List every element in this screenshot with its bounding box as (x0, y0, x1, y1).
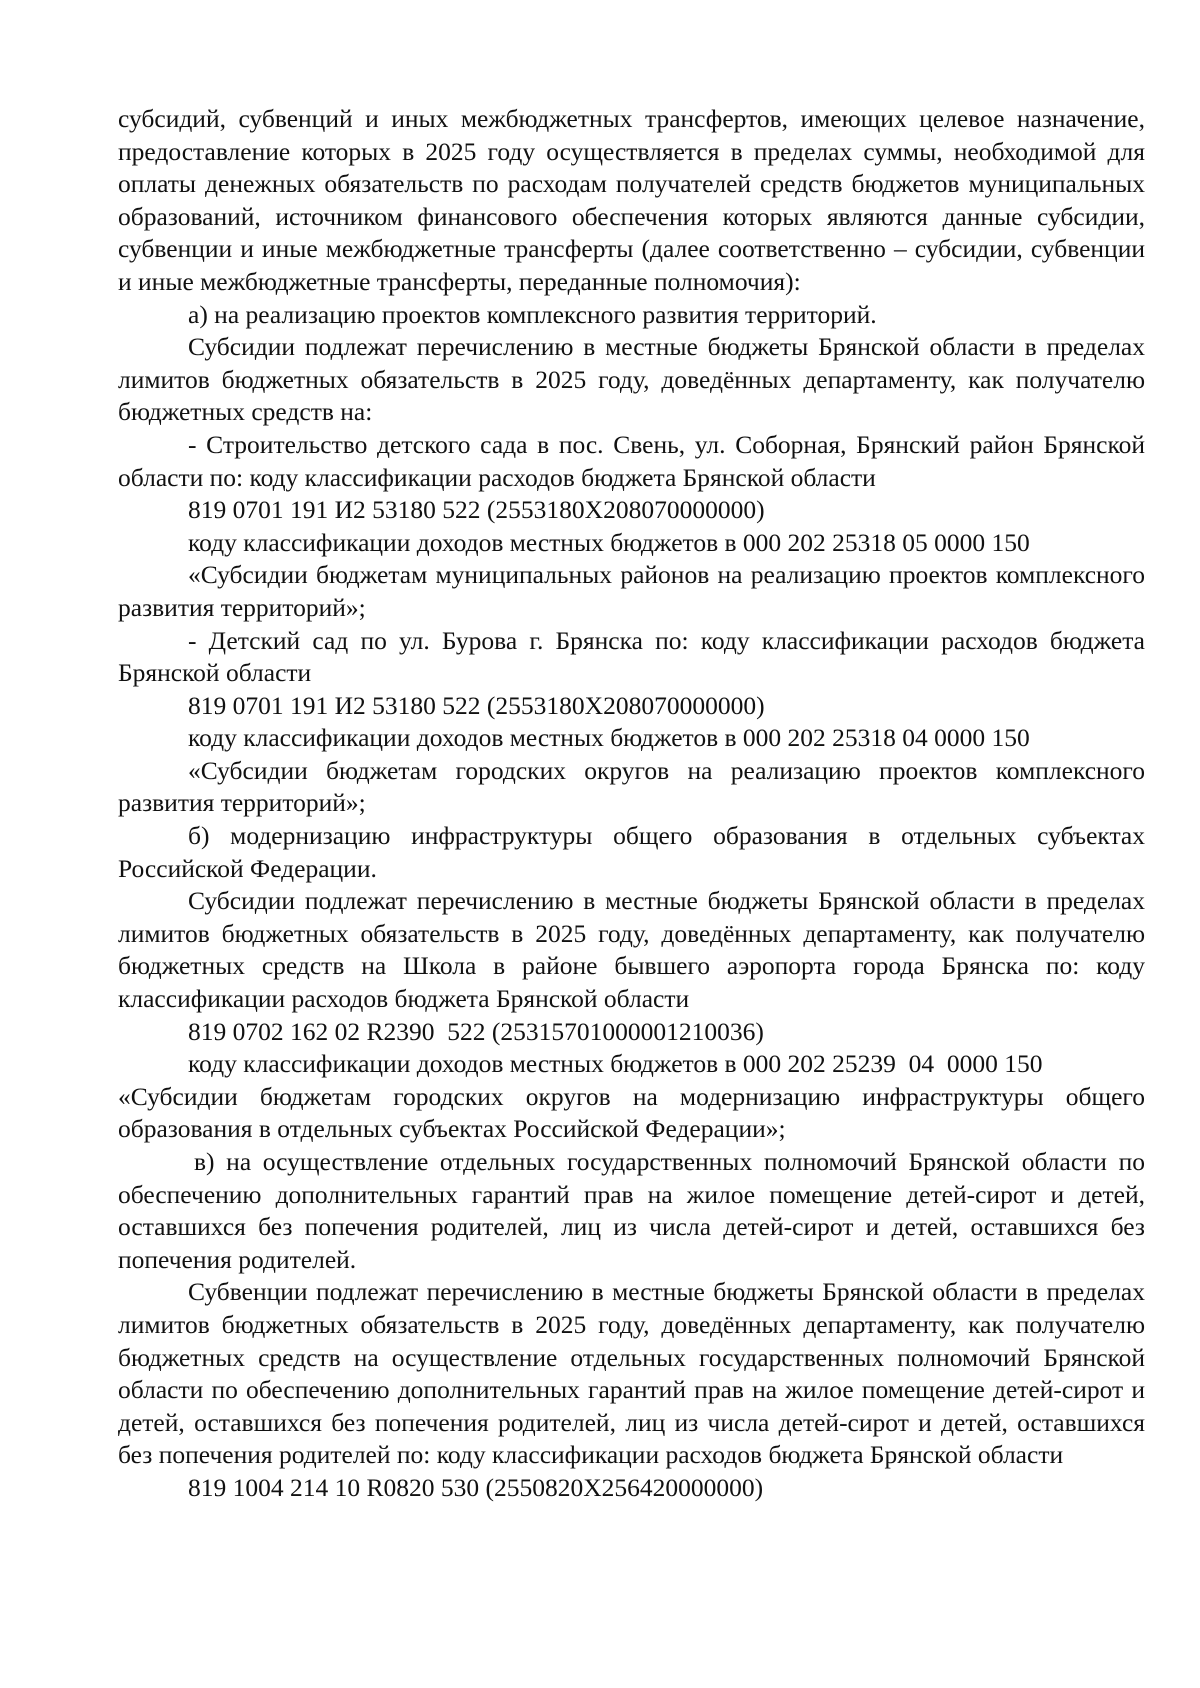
paragraph-subventions: Субвенции подлежат перечислению в местные бюджеты Брянской области в пределах лимитов бюджетных обязательств в 2025 году, доведённых департаменту, как получателю бюджетных средств на осуществление отдельных государственных полномочий Брянской области по обеспечению дополнительных гарантий прав на жилое помещение детей-сирот и детей, оставшихся без попечения родителей, лиц из числа детей-сирот и детей, оставшихся без попечения родителей по: коду классификации расходов бюджета Брянской области (118, 1277, 1145, 1470)
paragraph-subsidies-modernization: «Субсидии бюджетам городских округов на модернизацию инфраструктуры общего образования в отдельных субъектах Российской Федерации»; (118, 1081, 1145, 1144)
paragraph-kindergarten-burova: - Детский сад по ул. Бурова г. Брянска по: коду классификации расходов бюджета Брянской области (118, 625, 1145, 688)
paragraph-subsidies-urban: «Субсидии бюджетам городских округов на реализацию проектов комплексного развития территорий»; (118, 755, 1145, 818)
expense-code-line: 819 0701 191 И2 53180 522 (2553180Х208070000000) (188, 495, 765, 525)
paragraph-item-v: в) на осуществление отдельных государственных полномочий Брянской области по обеспечению дополнительных гарантий прав на жилое помещение детей-сирот и детей, оставшихся без попечения родителей, лиц из числа детей-сирот и детей, оставшихся без попечения родителей. (118, 1147, 1145, 1274)
income-code-line: коду классификации доходов местных бюджетов в 000 202 25318 05 0000 150 (188, 527, 1030, 557)
paragraph-item-b: б) модернизацию инфраструктуры общего образования в отдельных субъектах Российской Федерации. (118, 821, 1145, 883)
expense-code-line: 819 1004 214 10 R0820 530 (2550820Х256420000000) (188, 1472, 764, 1502)
paragraph-subsidies-municipal: «Субсидии бюджетам муниципальных районов на реализацию проектов комплексного развития территорий»; (118, 560, 1145, 622)
document-body (118, 103, 1145, 1505)
paragraph-subsidies-a: Субсидии подлежат перечислению в местные бюджеты Брянской области в пределах лимитов бюджетных обязательств в 2025 году, доведённых департаменту, как получателю бюджетных средств на: (118, 332, 1145, 427)
paragraph-item-a: а) на реализацию проектов комплексного развития территорий. (188, 299, 877, 329)
paragraph-subsidies-b: Субсидии подлежат перечислению в местные бюджеты Брянской области в пределах лимитов бюджетных обязательств в 2025 году, доведённых департаменту, как получателю бюджетных средств на Школа в районе бывшего аэропорта города Брянска по: коду классификации расходов бюджета Брянской области (118, 886, 1145, 1014)
expense-code-line: 819 0702 162 02 R2390 522 (25315701000001210036) (188, 1016, 764, 1046)
expense-code-line: 819 0701 191 И2 53180 522 (2553180Х208070000000) (188, 690, 765, 720)
paragraph-intro: субсидий, субвенций и иных межбюджетных трансфертов, имеющих целевое назначение, предоставление которых в 2025 году осуществляется в пределах суммы, необходимой для оплаты денежных обязательств по расходам получателей средств бюджетов муниципальных образований, источником финансового обеспечения которых являются данные субсидии, субвенции и иные межбюджетные трансферты (далее соответственно – субсидии, субвенции и иные межбюджетные трансферты, переданные полномочия): (118, 104, 1145, 296)
paragraph-kindergarten-sven: - Строительство детского сада в пос. Свень, ул. Соборная, Брянский район Брянской области по: коду классификации расходов бюджета Брянской области (118, 429, 1145, 492)
income-code-line: коду классификации доходов местных бюджетов в 000 202 25239 04 0000 150 (188, 1049, 1043, 1079)
income-code-line: коду классификации доходов местных бюджетов в 000 202 25318 04 0000 150 (188, 723, 1030, 753)
